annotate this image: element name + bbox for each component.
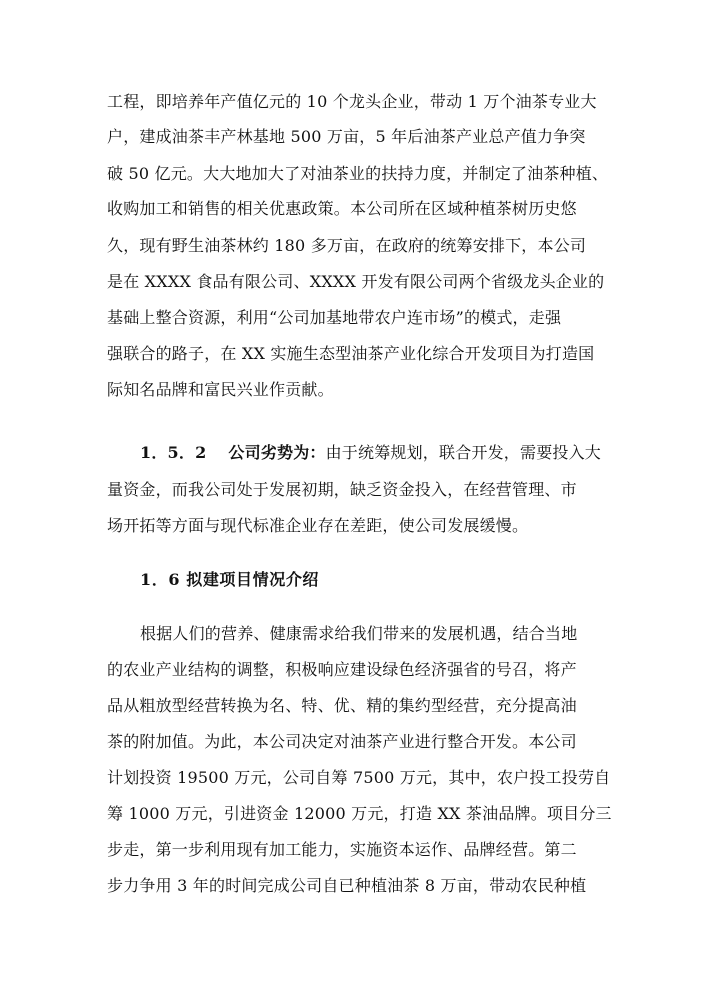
paragraph-line: 量资金，而我公司处于发展初期，缺乏资金投入，在经营管理、市 (107, 480, 577, 499)
paragraph-line: 根据人们的营养、健康需求给我们带来的发展机遇，结合当地 (140, 624, 578, 643)
paragraph-line: 际知名品牌和富民兴业作贡献。 (107, 380, 334, 399)
paragraph-line: 基础上整合资源，利用“公司加基地带农户连市场”的模式，走强 (107, 308, 562, 327)
section-text: 由于统筹规划，联合开发，需要投入大 (325, 443, 602, 462)
paragraph-line: 的农业产业结构的调整，积极响应建设绿色经济强省的号召，将产 (107, 660, 577, 679)
section-1-5-2-first-line (140, 443, 601, 463)
section-title: 公司劣势为： (228, 443, 326, 462)
paragraph-line: 步走，第一步利用现有加工能力，实施资本运作、品牌经营。第二 (107, 840, 577, 859)
paragraph-line: 计划投资 19500 万元，公司自筹 7500 万元，其中，农户投工投劳自 (107, 768, 611, 787)
paragraph-line: 工程，即培养年产值亿元的 10 个龙头企业，带动 1 万个油茶专业大 (107, 92, 597, 111)
paragraph-line: 是在 XXXX 食品有限公司、XXXX 开发有限公司两个省级龙头企业的 (107, 272, 605, 291)
paragraph-line: 收购加工和销售的相关优惠政策。本公司所在区域种植茶树历史悠 (107, 199, 577, 218)
paragraph-line: 场开拓等方面与现代标准企业存在差距，使公司发展缓慢。 (107, 516, 529, 535)
paragraph-line: 品从粗放型经营转换为名、特、优、精的集约型经营，充分提高油 (107, 696, 577, 715)
section-1-6-heading: 1．6 拟建项目情况介绍 (140, 570, 320, 589)
paragraph-line: 强联合的路子，在 XX 实施生态型油茶产业化综合开发项目为打造国 (107, 344, 595, 363)
paragraph-line: 久，现有野生油茶林约 180 多万亩，在政府的统筹安排下，本公司 (107, 236, 587, 255)
section-number: 1．5．2 (140, 443, 207, 462)
paragraph-line: 筹 1000 万元，引进资金 12000 万元，打造 XX 茶油品牌。项目分三 (107, 804, 612, 823)
paragraph-line: 步力争用 3 年的时间完成公司自已种植油茶 8 万亩，带动农民种植 (107, 876, 587, 895)
paragraph-line: 破 50 亿元。大大地加大了对油茶业的扶持力度，并制定了油茶种植、 (107, 164, 609, 183)
paragraph-line: 户，建成油茶丰产林基地 500 万亩，5 年后油茶产业总产值力争突 (107, 127, 586, 146)
paragraph-line: 茶的附加值。为此，本公司决定对油茶产业进行整合开发。本公司 (107, 732, 577, 751)
